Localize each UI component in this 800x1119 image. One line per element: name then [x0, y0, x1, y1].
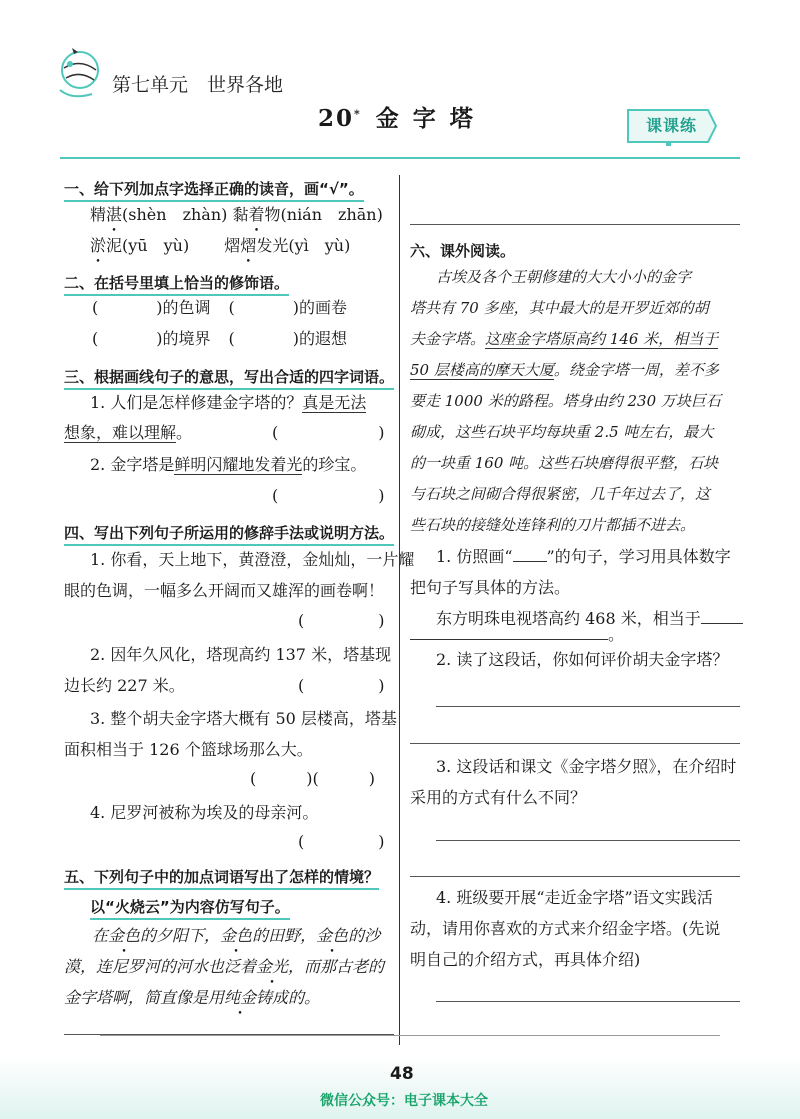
answer-line[interactable]: [436, 706, 740, 707]
section-6-title: 六、课外阅读。: [410, 242, 516, 260]
reading-line: 的一块重 160 吨。这些石块磨得很平整，石块: [410, 454, 719, 472]
answer-paren-double[interactable]: ( )( ): [250, 769, 375, 788]
text: 铸成的。: [256, 988, 321, 1007]
text: ，而那古老的: [288, 957, 385, 976]
dotted-word: 金色: [316, 926, 349, 945]
s6-q4-line1: 4. 班级要开展“走近金字塔”语文实践活: [436, 888, 713, 907]
text: 夫金字塔。: [410, 330, 486, 348]
text: 的田野，: [252, 926, 317, 945]
s6-q1-line4[interactable]: [410, 625, 624, 646]
column-divider: [399, 175, 400, 1045]
section-3-title: 三、根据画线句子的意思，写出合适的四字词语。: [64, 366, 394, 390]
dotted-word: 金光: [256, 957, 289, 976]
text: 的沙: [348, 926, 381, 945]
reading-line: [410, 330, 718, 350]
modifier-item: 的遐想: [299, 329, 348, 348]
text: 1. 仿照画“: [436, 547, 513, 566]
s3-q1-line1: [90, 393, 366, 414]
s6-q1-line1: [436, 547, 731, 568]
unit-label: 第七单元 世界各地: [112, 74, 284, 96]
dotted-char: 淤: [90, 236, 107, 255]
text: 。: [176, 423, 193, 442]
section-5-subtitle: 以“火烧云”为内容仿写句子。: [90, 896, 290, 920]
underlined-phrase: 想象，难以理解: [64, 423, 177, 442]
modifier-item: 的色调: [162, 298, 211, 317]
text: 。: [608, 625, 625, 644]
dotted-word: 纯金: [224, 988, 257, 1007]
section-5-title: 五、下列句子中的加点词语写出了怎样的情境？: [64, 866, 379, 890]
pinyin-choice: 泥(yū yù): [106, 236, 190, 255]
s6-q3-line2: 采用的方式有什么不同？: [410, 788, 587, 807]
wechat-credit: 微信公众号：电子课本大全: [320, 1093, 488, 1109]
reading-line: [410, 361, 719, 381]
dotted-word: 金色: [220, 926, 253, 945]
underlined-phrase: 这座金字塔原高约 146 米，相当于: [485, 330, 719, 348]
text: 的夕阳下，: [140, 926, 221, 945]
footer-divider: [100, 1035, 720, 1036]
text: 2. 金字塔是: [90, 455, 175, 474]
s5-line1: [92, 926, 380, 947]
s5-line3: [64, 988, 320, 1009]
s4-q3-line1: 3. 整个胡夫金字塔大概有 50 层楼高，塔基: [90, 709, 397, 728]
reading-line: 古埃及各个王朝修建的大大小小的金字: [436, 268, 692, 286]
reading-line: 砌成，这些石块平均每块重 2.5 吨左右，最大: [410, 423, 714, 441]
section-2-title: 二、在括号里填上恰当的修饰语。: [64, 272, 289, 296]
s5-line2: [64, 957, 384, 978]
pinyin-row-2: [90, 236, 350, 257]
modifier-row-1[interactable]: ( )的色调 ( )的画卷: [92, 298, 348, 317]
pinyin-choice: (shèn zhàn): [122, 205, 228, 224]
lesson-title: [318, 100, 487, 133]
page-number: 48: [390, 1064, 414, 1084]
s4-q4-line1: 4. 尼罗河被称为埃及的母亲河。: [90, 803, 319, 822]
text: 在: [92, 926, 109, 945]
s6-q4-line2: 动，请用你喜欢的方式来介绍金字塔。(先说: [410, 919, 721, 938]
pinyin-choice: 物(nián zhān): [264, 205, 383, 224]
text: 的珍宝。: [302, 455, 367, 474]
pinyin-row-1: [90, 205, 383, 226]
reading-line: 些石块的接缝处连锋利的刀片都插不进去。: [410, 516, 696, 534]
underlined-phrase: 鲜明闪耀地发着光: [174, 455, 303, 474]
char: 熠: [224, 236, 241, 255]
dotted-char: 熠: [240, 236, 257, 255]
text: 漠，连尼罗河的河水也泛着: [64, 957, 257, 976]
dotted-char: 湛: [106, 205, 123, 224]
s4-q2-line2: 边长约 227 米。: [64, 676, 185, 695]
s6-q4-line3: 明自己的介绍方式，再具体介绍): [410, 950, 641, 969]
section-1-title: 一、给下列加点字选择正确的读音，画“√”。: [64, 178, 364, 202]
answer-paren[interactable]: ( ): [272, 423, 385, 442]
answer-paren[interactable]: ( ): [272, 486, 385, 505]
modifier-item: 的境界: [162, 329, 211, 348]
pinyin-choice: 发光(yì yù): [256, 236, 351, 255]
text: 东方明珠电视塔高约 468 米，相当于: [436, 609, 701, 628]
reading-line: 塔共有 70 多座，其中最大的是开罗近郊的胡: [410, 299, 709, 317]
s4-q3-line2: 面积相当于 126 个篮球场那么大。: [64, 740, 313, 759]
globe-doodle-icon: [52, 40, 104, 104]
s6-q2: 2. 读了这段话，你如何评价胡夫金字塔？: [436, 650, 729, 669]
answer-line[interactable]: [410, 224, 740, 225]
dotted-char: 着: [248, 205, 265, 224]
underlined-phrase: 50 层楼高的摩天大厦: [410, 361, 554, 379]
lesson-star: *: [354, 107, 362, 121]
answer-paren[interactable]: ( ): [298, 832, 385, 851]
header-divider: [60, 157, 740, 159]
char: 黏: [232, 205, 249, 224]
section-4-title: 四、写出下列句子所运用的修辞手法或说明方法。: [64, 522, 394, 546]
s3-q2-line: [90, 455, 366, 476]
answer-line[interactable]: [436, 840, 740, 841]
s3-q1-line2: [64, 423, 192, 444]
modifier-item: 的画卷: [299, 298, 348, 317]
answer-paren[interactable]: ( ): [298, 611, 385, 630]
text: 。绕金字塔一周，差不多: [553, 361, 719, 379]
lesson-badge: 课课练: [646, 116, 698, 135]
reading-line: 要走 1000 米的路程。塔身由约 230 万块巨石: [410, 392, 721, 410]
lesson-number: 20: [318, 105, 355, 132]
s6-q3-line1: 3. 这段话和课文《金字塔夕照》，在介绍时: [436, 757, 737, 776]
modifier-row-2[interactable]: ( )的境界 ( )的遐想: [92, 329, 348, 348]
underlined-phrase: 真是无法: [302, 393, 367, 412]
answer-line[interactable]: [436, 1001, 740, 1002]
char: 精: [90, 205, 107, 224]
lesson-name: 金字塔: [375, 105, 487, 132]
reading-line: 与石块之间砌合得很紧密，几千年过去了，这: [410, 485, 711, 503]
answer-paren[interactable]: ( ): [298, 676, 385, 695]
answer-line[interactable]: [410, 876, 740, 877]
answer-line[interactable]: [410, 743, 740, 744]
text: ”的句子，学习用具体数字: [546, 547, 731, 566]
dotted-word: 金色: [108, 926, 141, 945]
s4-q1-line2: 眼的色调，一幅多么开阔而又雄浑的画卷啊！: [64, 581, 385, 600]
s6-q1-line2: 把句子写具体的方法。: [410, 578, 571, 597]
text: 1. 人们是怎样修建金字塔的？: [90, 393, 303, 412]
s4-q1-line1: 1. 你看，天上地下，黄澄澄，金灿灿，一片耀: [90, 550, 415, 569]
text: 金字塔啊，简直像是用: [64, 988, 225, 1007]
s4-q2-line1: 2. 因年久风化，塔现高约 137 米，塔基现: [90, 645, 392, 664]
